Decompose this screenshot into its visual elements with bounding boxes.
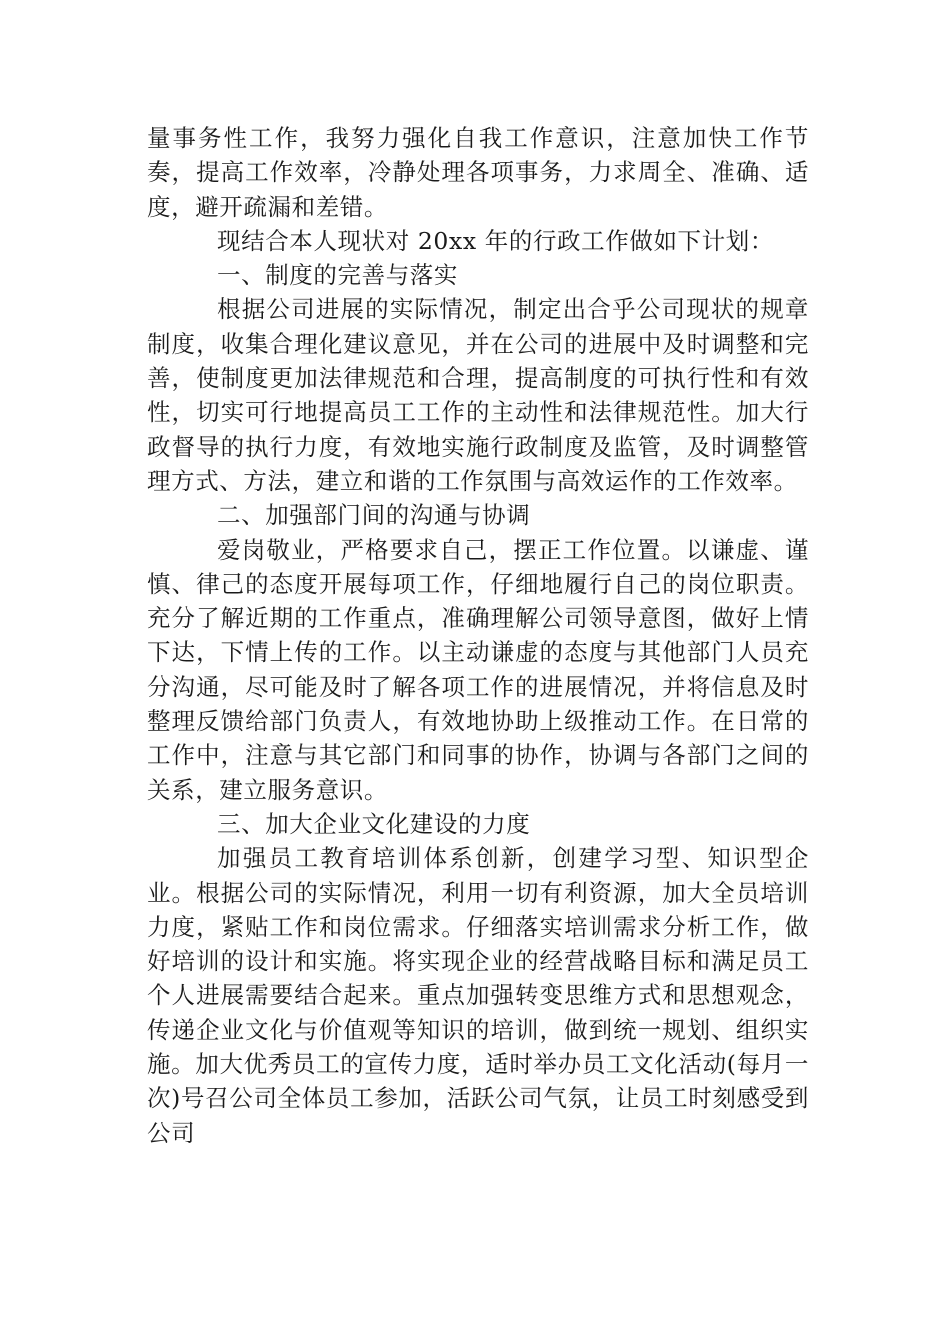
paragraph-section-3: 加强员工教育培训体系创新，创建学习型、知识型企业。根据公司的实际情况，利用一切有利资源，加大全员培训力度，紧贴工作和岗位需求。仔细落实培训需求分析工作，做好培训的设计和实施。将实现企业的经营战略目标和满足员工个人进展需要结合起来。重点加强转变思维方式和思想观念，传递企业文化与价值观等知识的培训，做到统一规划、组织实施。加大优秀员工的宣传力度，适时举办员工文化活动(每月一次)号召公司全体员工参加，活跃公司气氛，让员工时刻感受到公司: [147, 844, 809, 1147]
paragraph-plan-intro: 现结合本人现状对 20xx 年的行政工作做如下计划：: [217, 226, 774, 255]
section-heading-3: 三、加大企业文化建设的力度: [217, 809, 531, 838]
paragraph-section-2: 爱岗敬业，严格要求自己，摆正工作位置。以谦虚、谨慎、律己的态度开展每项工作，仔细地履行自己的岗位职责。充分了解近期的工作重点，准确理解公司领导意图，做好上情下达，下情上传的工作。以主动谦虚的态度与其他部门人员充分沟通，尽可能及时了解各项工作的进展情况，并将信息及时整理反馈给部门负责人，有效地协助上级推动工作。在日常的工作中，注意与其它部门和同事的协作，协调与各部门之间的关系，建立服务意识。: [147, 535, 809, 804]
section-heading-1: 一、制度的完善与落实: [217, 261, 458, 290]
section-heading-2: 二、加强部门间的沟通与协调: [217, 501, 531, 530]
document-body: [147, 121, 809, 1150]
paragraph-continuation: 量事务性工作，我努力强化自我工作意识，注意加快工作节奏，提高工作效率，冷静处理各项事务，力求周全、准确、适度，避开疏漏和差错。: [147, 124, 809, 221]
paragraph-section-1: 根据公司进展的实际情况，制定出合乎公司现状的规章制度，收集合理化建议意见，并在公司的进展中及时调整和完善，使制度更加法律规范和合理，提高制度的可执行性和有效性，切实可行地提高员工工作的主动性和法律规范性。加大行政督导的执行力度，有效地实施行政制度及监管，及时调整管理方式、方法，建立和谐的工作氛围与高效运作的工作效率。: [147, 295, 809, 495]
